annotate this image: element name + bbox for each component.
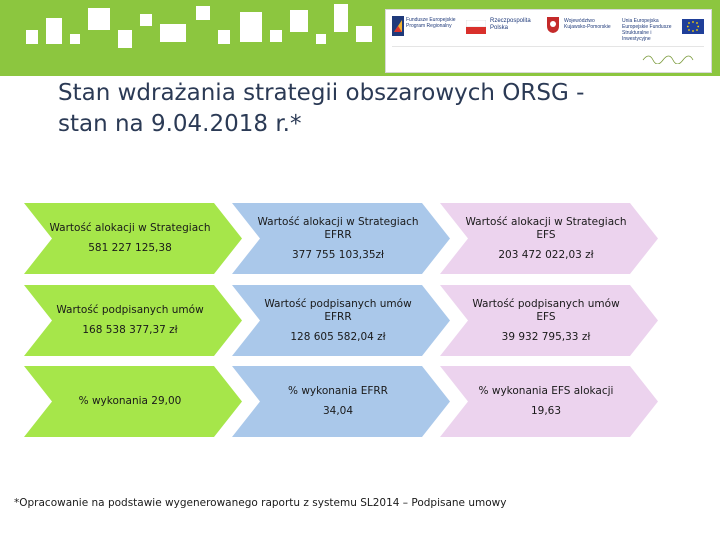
decor-square bbox=[240, 12, 262, 42]
stat-box bbox=[232, 285, 450, 356]
stat-label: Wartość podpisanych umów EFS bbox=[472, 297, 620, 323]
stat-label: Wartość alokacji w Strategiach EFS bbox=[465, 215, 627, 241]
stat-label: % wykonania EFRR bbox=[288, 385, 388, 397]
title-line2: stan na 9.04.2018 r.* bbox=[58, 111, 302, 137]
stat-text bbox=[24, 203, 242, 274]
stat-value: 581 227 125,38 bbox=[88, 242, 172, 254]
stat-box bbox=[440, 366, 658, 437]
logo-strip bbox=[385, 9, 712, 73]
decor-square bbox=[160, 24, 186, 42]
logo-divider bbox=[392, 46, 704, 47]
stat-label: % wykonania EFS alokacji bbox=[478, 385, 614, 397]
stat-box bbox=[440, 203, 658, 274]
decor-square bbox=[70, 34, 80, 44]
stat-text bbox=[232, 366, 450, 437]
stat-value: 19,63 bbox=[530, 405, 562, 417]
stat-text bbox=[24, 285, 242, 356]
rp-logo-text: Rzeczpospolita Polska bbox=[490, 18, 531, 31]
decor-square bbox=[270, 30, 282, 42]
stat-value: 203 472 022,03 zł bbox=[498, 248, 594, 261]
stat-label: Wartość podpisanych umów bbox=[56, 304, 204, 316]
stat-box bbox=[24, 366, 242, 437]
decor-square bbox=[316, 34, 326, 44]
decor-square bbox=[46, 18, 62, 44]
stat-value: 128 605 582,04 zł bbox=[290, 330, 386, 343]
stat-value: 377 755 103,35zł bbox=[292, 248, 384, 261]
stat-text bbox=[232, 203, 450, 274]
stat-value: 34,04 bbox=[322, 405, 354, 417]
polish-flag-icon bbox=[466, 20, 486, 34]
stat-text bbox=[440, 366, 658, 437]
stat-label: % wykonania 29,00 bbox=[78, 395, 182, 407]
decor-square bbox=[334, 4, 348, 32]
stat-box bbox=[232, 203, 450, 274]
decor-square bbox=[26, 30, 38, 44]
stat-text bbox=[232, 285, 450, 356]
decor-square bbox=[356, 26, 372, 42]
stat-box bbox=[24, 285, 242, 356]
stat-text bbox=[24, 366, 242, 437]
title-line1: Stan wdrażania strategii obszarowych ORSG - bbox=[58, 80, 585, 106]
decor-square bbox=[88, 8, 110, 30]
decor-square bbox=[196, 6, 210, 20]
fundusze-logo-icon bbox=[392, 16, 404, 36]
page-title bbox=[58, 78, 678, 140]
fundusze-logo-text: Fundusze Europejskie Program Regionalny bbox=[406, 17, 456, 29]
stat-label: Wartość podpisanych umów EFRR bbox=[264, 297, 412, 323]
stat-box bbox=[24, 203, 242, 274]
decor-square bbox=[118, 30, 132, 48]
decor-square bbox=[290, 10, 308, 32]
stat-value: 168 538 377,37 zł bbox=[82, 324, 178, 336]
ue-logo-text: Unia Europejska Europejskie Fundusze Strukturalne i Inwestycyjne bbox=[622, 18, 672, 42]
stat-label: Wartość alokacji w Strategiach EFRR bbox=[257, 215, 419, 241]
header-band bbox=[0, 0, 720, 76]
decor-square bbox=[140, 14, 152, 26]
stat-value: 39 932 795,33 zł bbox=[501, 330, 591, 343]
stat-box bbox=[440, 285, 658, 356]
eu-flag-icon bbox=[682, 19, 704, 34]
footnote: *Opracowanie na podstawie wygenerowanego raportu z systemu SL2014 – Podpisane umowy bbox=[14, 497, 507, 509]
stat-box bbox=[232, 366, 450, 437]
coat-of-arms-icon bbox=[546, 16, 560, 34]
stat-text bbox=[440, 285, 658, 356]
stat-label: Wartość alokacji w Strategiach bbox=[49, 222, 211, 234]
signature-script-icon bbox=[641, 52, 701, 64]
stat-text bbox=[440, 203, 658, 274]
decor-square bbox=[218, 30, 230, 44]
wojewodztwo-logo-text: Województwo Kujawsko-Pomorskie bbox=[564, 18, 611, 30]
